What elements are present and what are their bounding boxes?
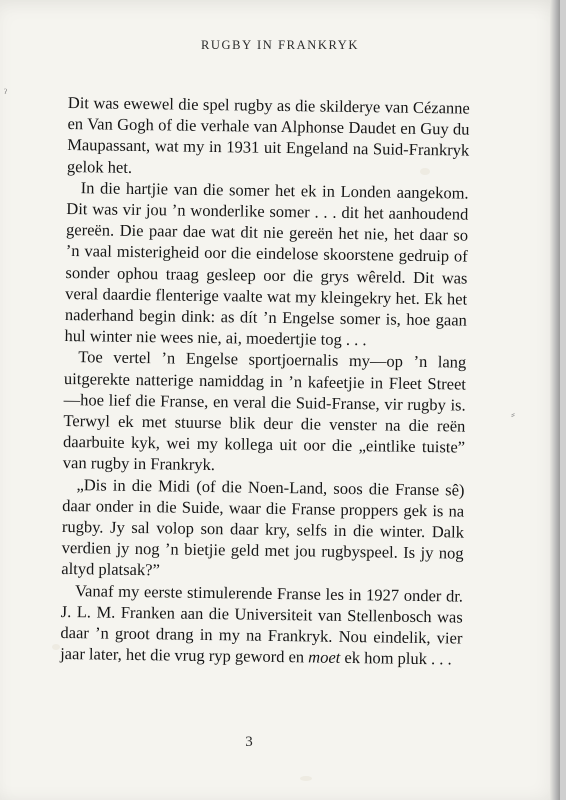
paragraph-5-start: Vanaf my eerste stimulerende Franse les in 1927 onder dr. J. L. M. Franken aan die Universiteit van Stellenbosch was daar ’n groot drang in my na Frankryk. Nou eindelik, vier jaar later, het die vrug ryp geword en (60, 580, 464, 667)
page-edge-shadow (550, 0, 560, 800)
paragraph-5-end: ek hom pluk . . . (340, 648, 452, 669)
paragraph-2: In die hartjie van die somer het ek in Londen aangekom. Dit was vir jou ’n wonderlike somer . . . dit het aanhoudend gereën. Die paar dae wat dit nie gereën het nie, het daar so ’n vaal misterigheid oor die eindelose skoorstene gedruip of sonder ophou traag gesleep oor die grys wêreld. Dit was veral daardie flenterige vaalte wat my kleingekry het. Ek het naderhand begin dink: as dít ’n Engelse somer is, hoe gaan hul winter nie wees nie, ai, moedertjie tog . . . (64, 177, 469, 350)
paragraph-5-emphasis: moet (308, 647, 341, 668)
paragraph-1: Dit was ewewel die spel rugby as die skilderye van Cézanne en Van Gogh of die verhale van Alphonse Daudet en Guy du Maupassant, wat my in 1931 uit Engeland na Suid-Frankryk gelok het. (66, 92, 470, 177)
paragraph-3: Toe vertel ’n Engelse sportjoernalis my—op ’n lang uitgerekte natterige namiddag in ’n kafeetjie in Fleet Street—hoe lief die Franse, en veral die Suid-Franse, vir rugby is. Terwyl ek met stuurse blik deur die venster na die reën daarbuite kyk, wei my kollega uit oor die „eintlike tuiste” van rugby in Frankryk. (62, 347, 467, 475)
paragraph-5 (60, 580, 463, 670)
running-head: RUGBY IN FRANKRYK (200, 38, 359, 52)
paper-stain (52, 644, 60, 650)
paper-stain (300, 776, 312, 781)
margin-mark-right: ⸗ (511, 407, 515, 421)
main-text-block (60, 92, 470, 670)
paragraph-4: „Dis in die Midi (of die Noen-Land, soos die Franse sê) daar onder in die Suide, waar die Franse proppers gek is na rugby. Jy sal volop son daar kry, selfs in die winter. Dalk verdien jy nog ’n bietjie geld met jou rugbyspeel. Is jy nog altyd platsak?” (61, 474, 465, 580)
page-number: 3 (245, 734, 253, 750)
margin-mark-left: ˀ (4, 86, 7, 100)
